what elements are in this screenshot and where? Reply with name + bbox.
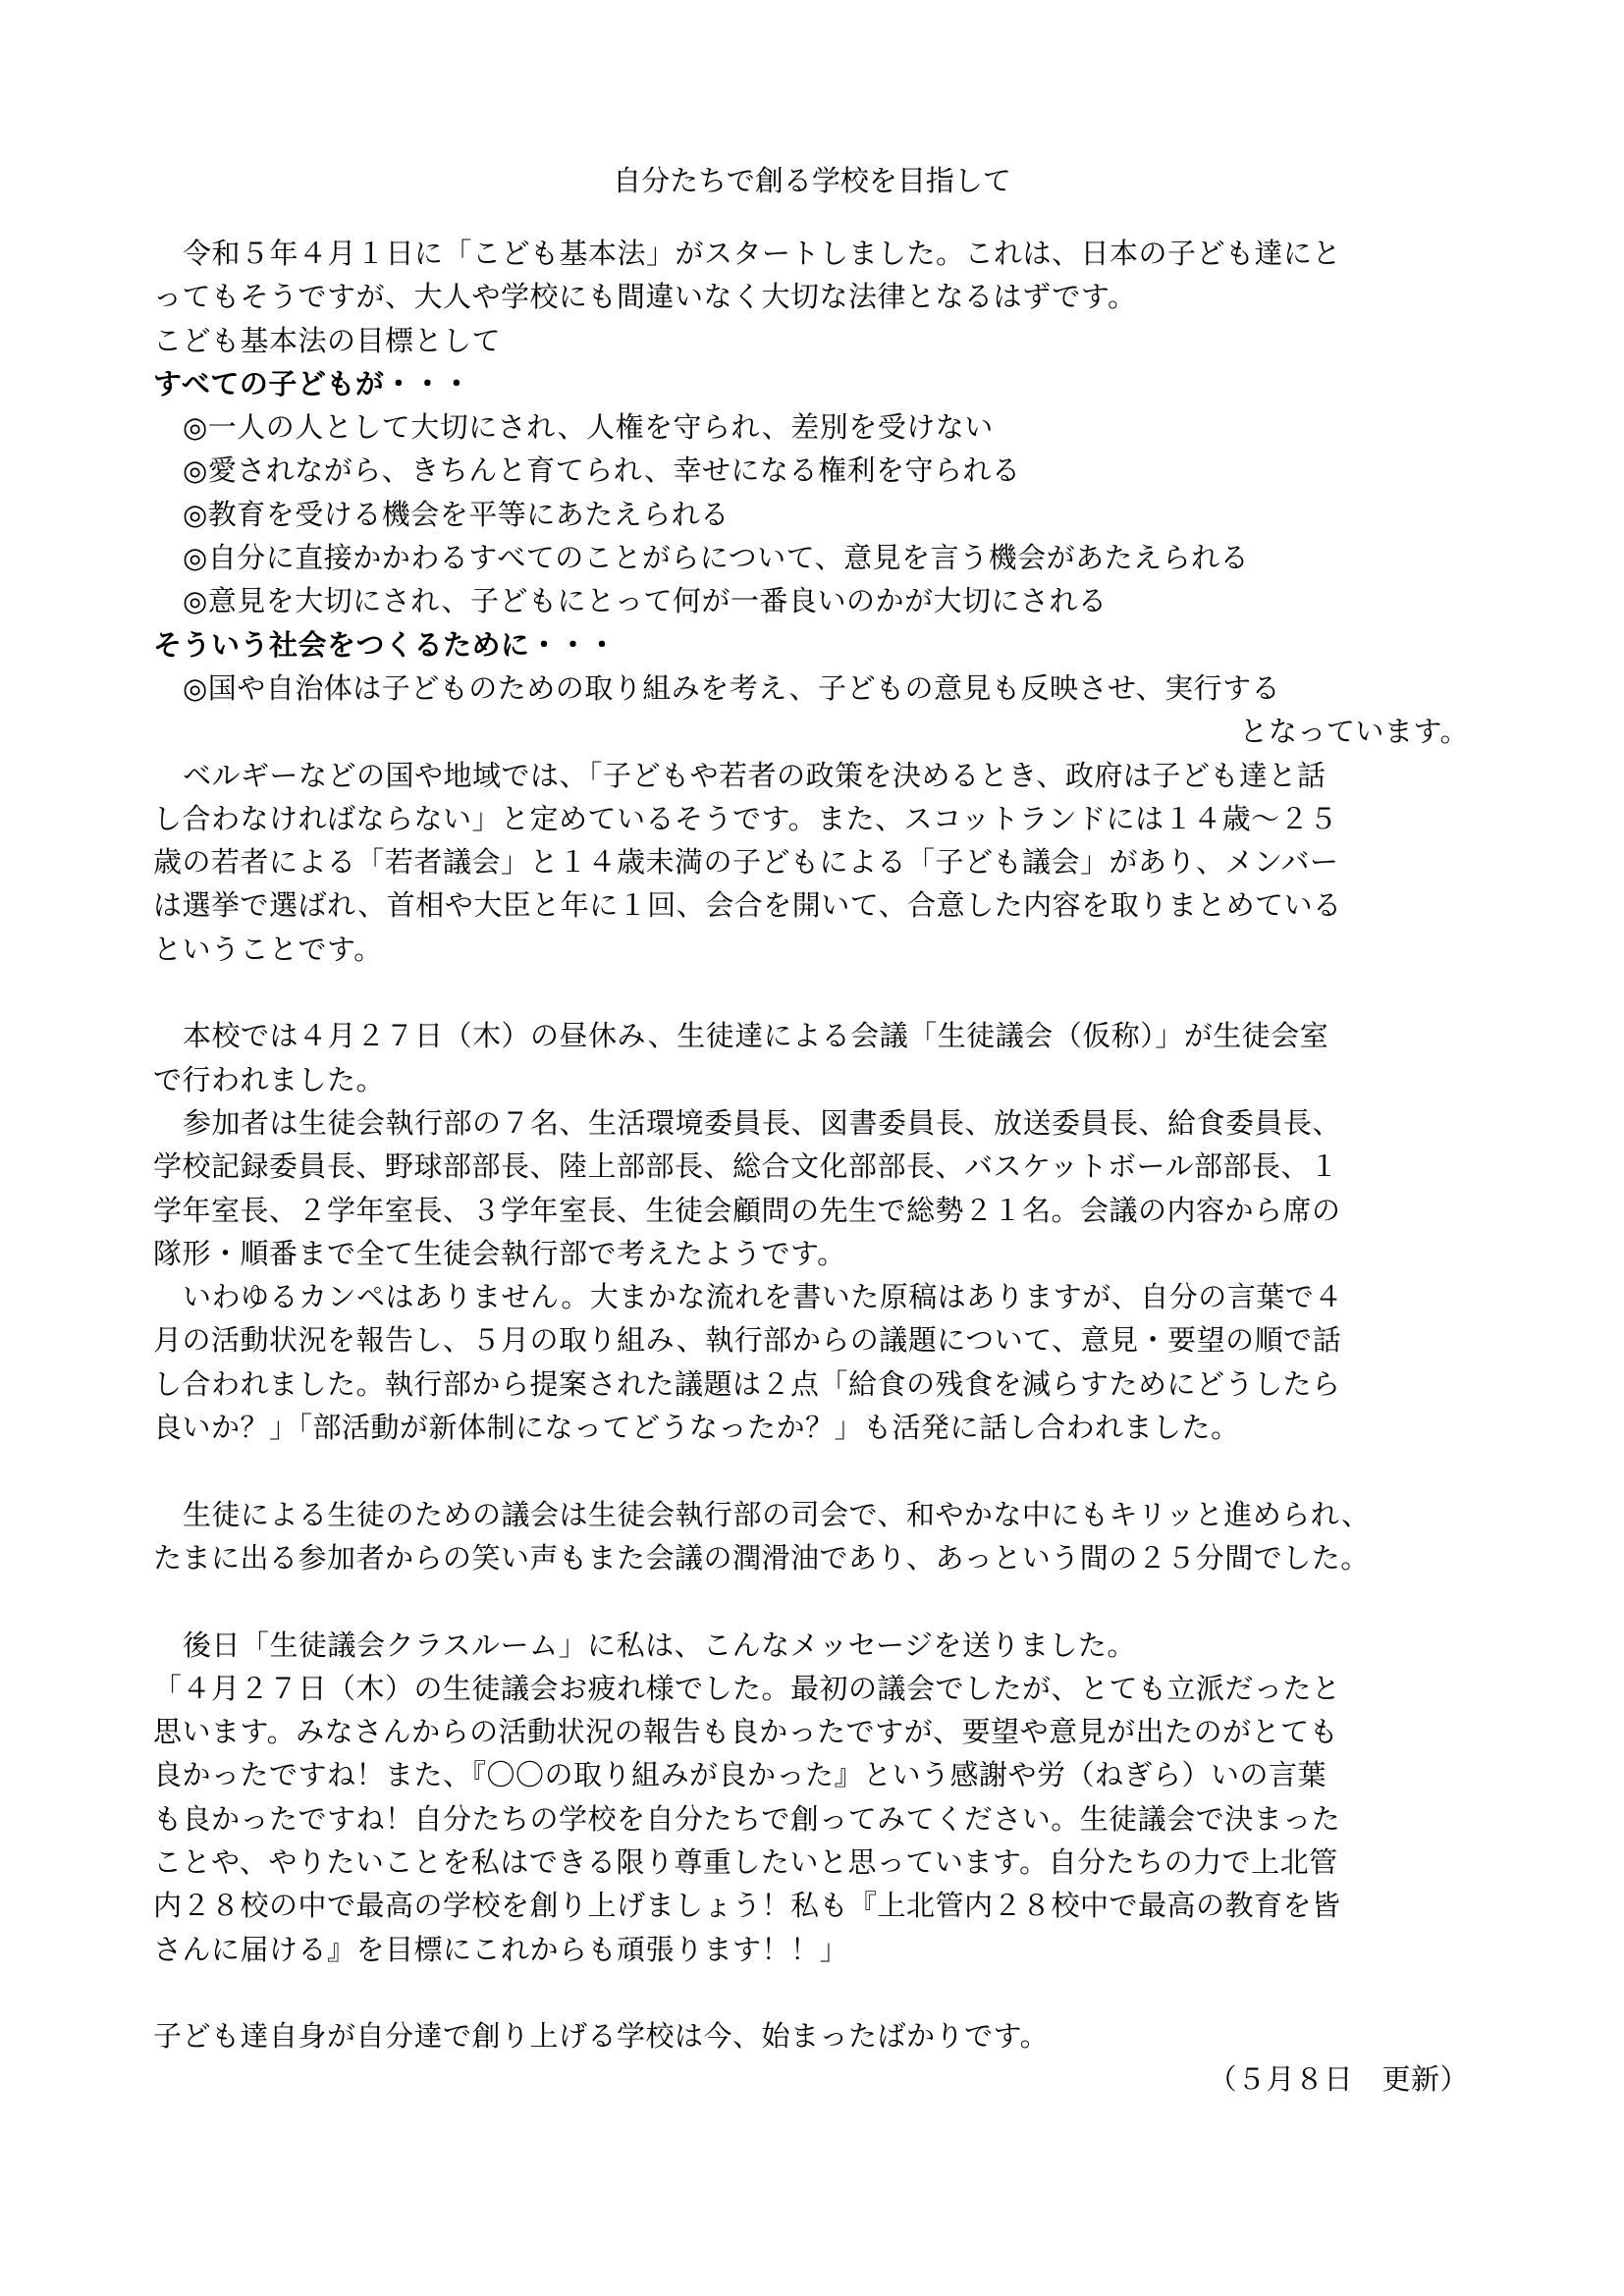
blank-line (153, 1971, 1498, 2014)
text-line: し合わなければならない」と定めているそうです。また、スコットランドには１４歳～２５ (153, 801, 1338, 835)
text-line: し合われました。執行部から提案された議題は２点「給食の残食を減らすためにどうしたら (153, 1366, 1341, 1401)
text-line: いわゆるカンペはありません。大まかな流れを書いた原稿はありますが、自分の言葉で４ (183, 1280, 1343, 1314)
text-line: ことや、やりたいことを私はできる限り尊重したいと思っています。自分たちの力で上北管 (153, 1844, 1338, 1879)
text-line: ◎自分に直接かかわるすべてのことがらについて、意見を言う機会があたえられる (183, 541, 1250, 575)
text-line: 内２８校の中で最高の学校を創り上げましょう！私も『上北管内２８校中で最高の教育を皆 (153, 1889, 1341, 1923)
text-line: ◎一人の人として大切にされ、人権を守られ、差別を受けない (183, 410, 994, 445)
text-line: 「４月２７日（木）の生徒議会お疲れ様でした。最初の議会でしたが、とても立派だったと (153, 1671, 1341, 1705)
section-heading: そういう社会をつくるために・・・ (153, 627, 618, 662)
text-line: ということです。 (153, 932, 383, 966)
text-line: こども基本法の目標として (153, 323, 502, 357)
text-line: 良かったですね！また、『〇〇の取り組みが良かった』という感謝や労（ねぎら）いの言葉 (153, 1758, 1327, 1792)
text-line: 令和５年４月１日に「こども基本法」がスタートしました。これは、日本の子ども達にと (183, 237, 1342, 270)
document-title: 自分たちで創る学校を目指して (613, 164, 1011, 197)
text-line: ベルギーなどの国や地域では、「子どもや若者の政策を決めるとき、政府は子ども達と話 (183, 758, 1326, 792)
text-line: 生徒による生徒のための議会は生徒会執行部の司会で、和やかな中にもキリッと進められ、 (183, 1497, 1371, 1531)
section-heading: すべての子どもが・・・ (153, 366, 471, 400)
document-body (153, 232, 1498, 2102)
text-line: ◎意見を大切にされ、子どもにとって何が一番良いのかが大切にされる (183, 584, 1108, 618)
blank-line (153, 1449, 1498, 1492)
text-line: たまに出る参加者からの笑い声もまた会議の潤滑油であり、あっという間の２５分間でした。 (153, 1540, 1370, 1575)
text-line: 良いか？」「部活動が新体制になってどうなったか？」も活発に話し合われました。 (153, 1411, 1240, 1445)
text-line: 参加者は生徒会執行部の７名、生活環境委員長、図書委員長、放送委員長、給食委員長、 (183, 1105, 1342, 1140)
text-line: で行われました。 (153, 1062, 386, 1096)
blank-line (153, 971, 1498, 1014)
text-line: ◎愛されながら、きちんと育てられ、幸せになる権利を守られる (183, 454, 1021, 488)
text-line: さんに届ける』を目標にこれからも頑張ります！！」 (153, 1932, 849, 1966)
text-line: ◎教育を受ける機会を平等にあたえられる (183, 497, 730, 531)
text-line: 子ども達自身が自分達で創り上げる学校は今、始まったばかりです。 (153, 2019, 1050, 2054)
text-line: 学年室長、２学年室長、３学年室長、生徒会顧問の先生で総勢２１名。会議の内容から席の (153, 1193, 1341, 1227)
text-line: も良かったですね！自分たちの学校を自分たちで創ってみてください。生徒議会で決まった (153, 1801, 1341, 1836)
text-line: 後日「生徒議会クラスルーム」に私は、こんなメッセージを送りました。 (183, 1628, 1136, 1662)
text-line: 本校では４月２７日（木）の昼休み、生徒達による会議「生徒議会（仮称）」が生徒会室 (183, 1019, 1329, 1053)
text-line: 歳の若者による「若者議会」と１４歳未満の子どもによる「子ども議会」があり、メンバー (153, 845, 1339, 880)
text-line: 隊形・順番まで全て生徒会執行部で考えたようです。 (153, 1236, 846, 1270)
text-line: ってもそうですが、大人や学校にも間違いなく大切な法律となるはずです。 (153, 280, 1137, 314)
text-line: は選挙で選ばれ、首相や大臣と年に１回、会合を開いて、合意した内容を取りまとめている (153, 888, 1342, 923)
text-line: 思います。みなさんからの活動状況の報告も良かったですが、要望や意見が出たのがとても (153, 1715, 1339, 1749)
text-line: となっています。 (1239, 715, 1469, 749)
update-date: （５月８日 更新） (1208, 2062, 1469, 2097)
text-line: 学校記録委員長、野球部部長、陸上部部長、総合文化部部長、バスケットボール部部長、１ (153, 1149, 1339, 1184)
text-line: ◎国や自治体は子どものための取り組みを考え、子どもの意見も反映させ、実行する (183, 670, 1281, 705)
blank-line (153, 1579, 1498, 1623)
text-line: 月の活動状況を報告し、５月の取り組み、執行部からの議題について、意見・要望の順で話 (153, 1323, 1342, 1358)
